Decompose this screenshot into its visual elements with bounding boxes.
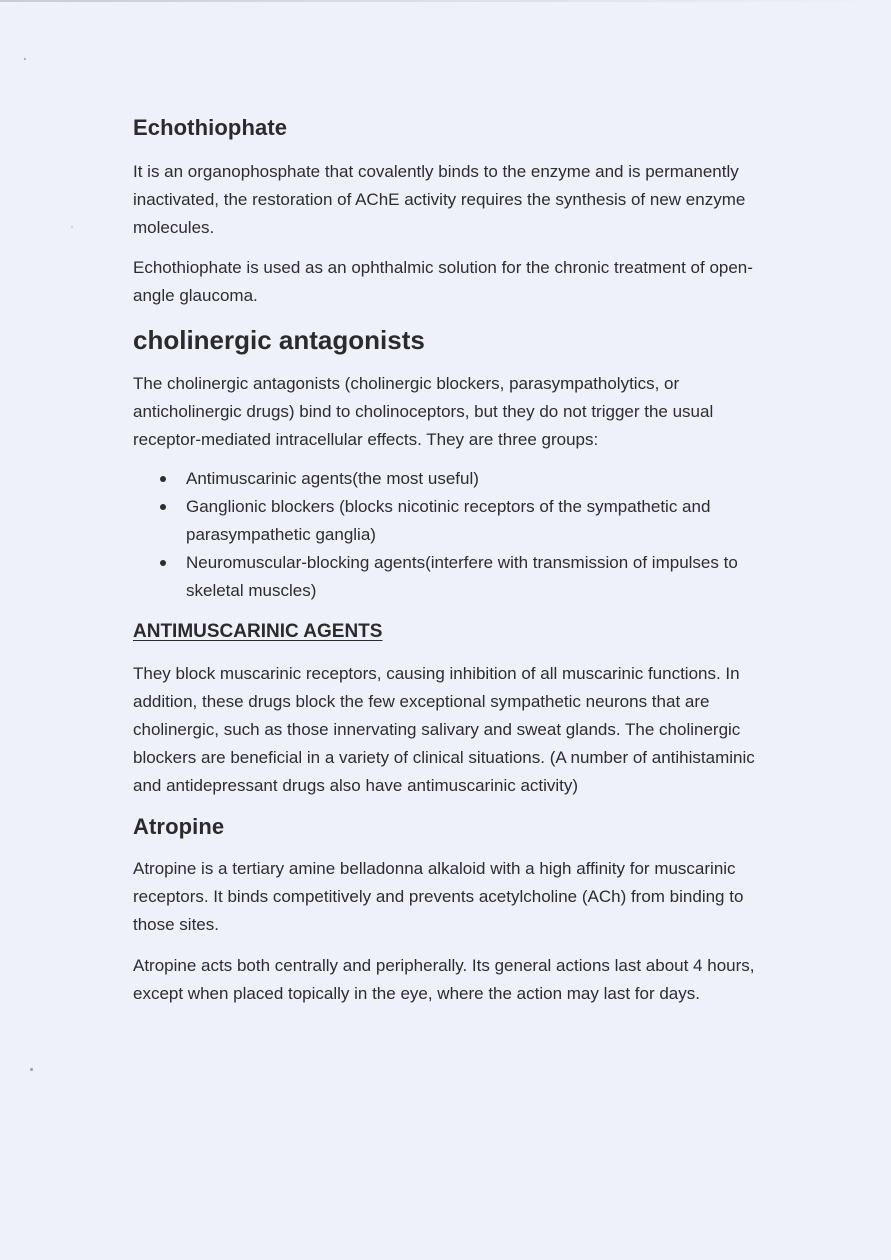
list-item-text: Ganglionic blockers (blocks nicotinic receptors of the sympathetic and parasympathetic ganglia) (186, 497, 711, 544)
antagonist-groups-list (133, 465, 763, 604)
atropine-heading: Atropine (133, 814, 225, 840)
echothiophate-paragraph-2: Echothiophate is used as an ophthalmic solution for the chronic treatment of open-angle glaucoma. (133, 258, 753, 306)
scan-speck (24, 58, 26, 60)
bullet-icon (160, 560, 166, 566)
list-item (186, 465, 763, 493)
echothiophate-heading: Echothiophate (133, 115, 288, 140)
scan-speck (30, 1068, 33, 1071)
list-item-text: Neuromuscular-blocking agents(interfere with transmission of impulses to skeletal muscles) (186, 552, 738, 600)
list-item (186, 493, 763, 549)
atropine-paragraph-1: Atropine is a tertiary amine belladonna alkaloid with a high affinity for muscarinic receptors. It binds competitively and prevents acetylcholine (ACh) from binding to those sites. (133, 859, 744, 934)
cholinergic-antagonists-heading: cholinergic antagonists (133, 324, 425, 355)
list-item-text: Antimuscarinic agents(the most useful) (186, 469, 479, 489)
scan-top-edge (0, 0, 891, 2)
atropine-paragraph-2: Atropine acts both centrally and peripherally. Its general actions last about 4 hours, except when placed topically in the eye, where the action may last for days. (133, 955, 755, 1003)
document-content (133, 112, 763, 1007)
antimuscarinic-paragraph: They block muscarinic receptors, causing inhibition of all muscarinic functions. In addition, these drugs block the few exceptional sympathetic neurons that are cholinergic, such as those innervating salivary and sweat glands. The cholinergic blockers are beneficial in a variety of clinical situations. (A number of antihistaminic and antidepressant drugs also have antimuscarinic activity) (133, 664, 755, 795)
bullet-icon (160, 476, 166, 482)
antimuscarinic-agents-heading: ANTIMUSCARINIC AGENTS (133, 621, 383, 643)
bullet-icon (160, 504, 166, 510)
echothiophate-paragraph-1: It is an organophosphate that covalently binds to the enzyme and is permanently inactivated, the restoration of AChE activity requires the synthesis of new enzyme molecules. (133, 162, 746, 237)
cholinergic-antagonists-intro: The cholinergic antagonists (cholinergic blockers, parasympatholytics, or anticholinergic drugs) bind to cholinoceptors, but they do not trigger the usual receptor-mediated intracellular effects. They are three groups: (133, 373, 714, 449)
scan-speck (71, 226, 73, 228)
list-item (186, 549, 763, 605)
